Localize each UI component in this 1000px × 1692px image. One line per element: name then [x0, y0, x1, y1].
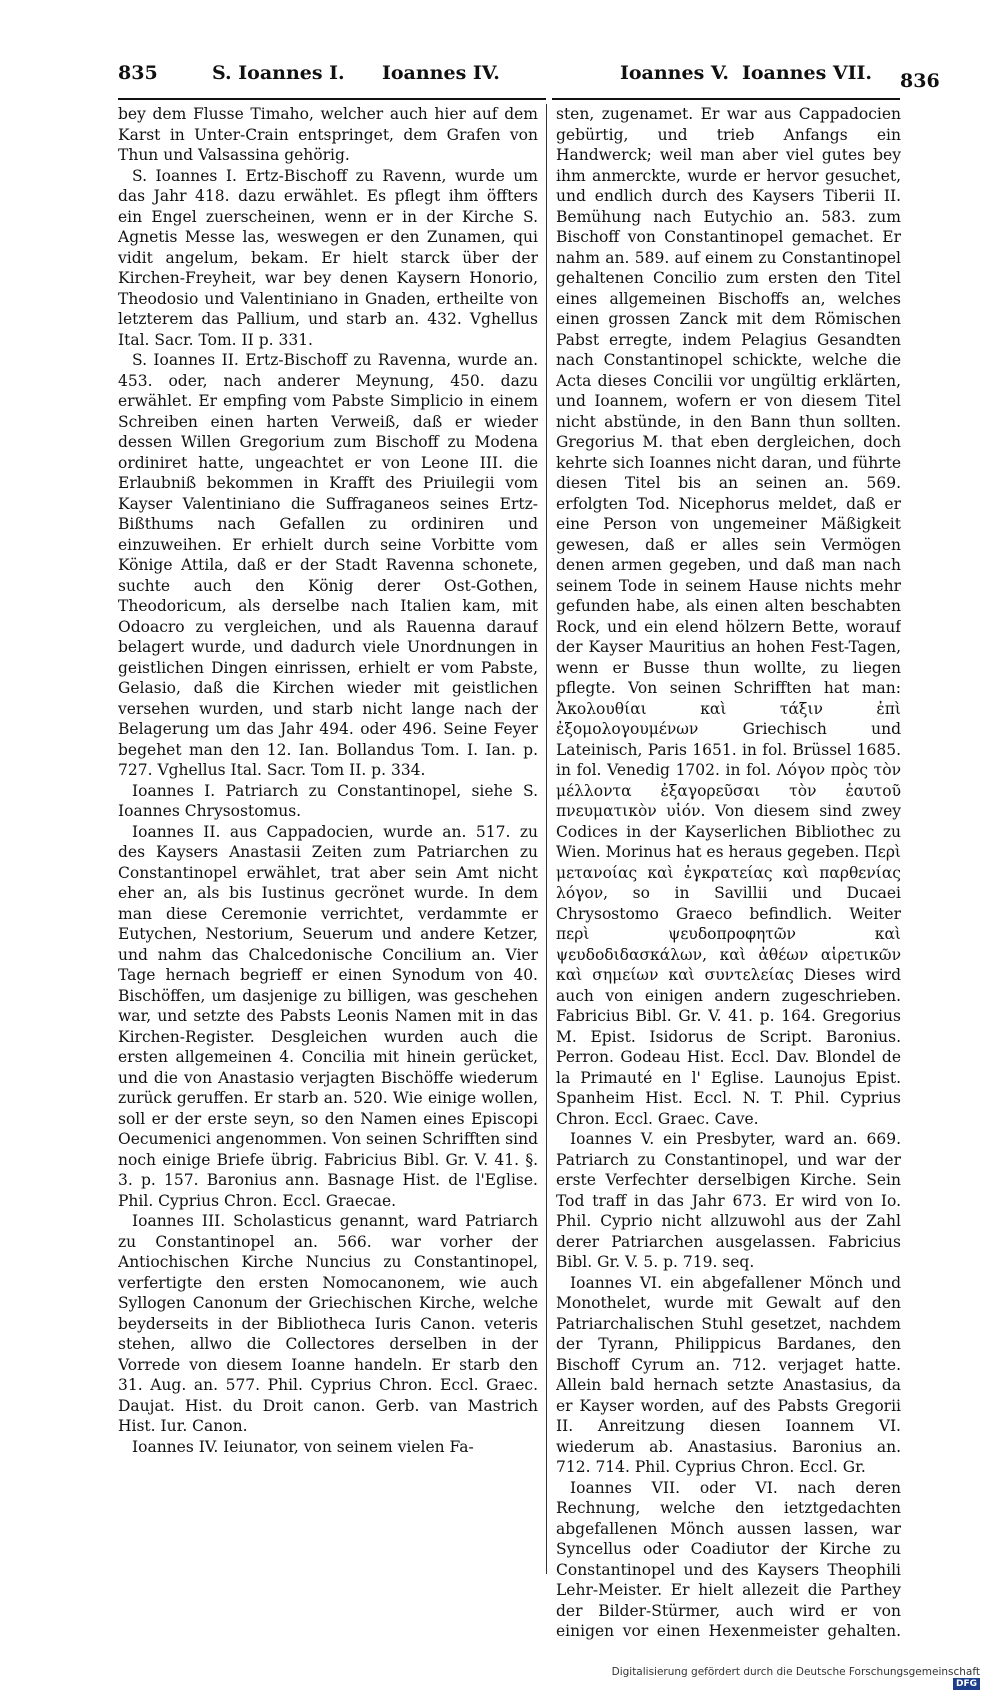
- paragraph: sten, zugenamet. Er war aus Cappadocien gebürtig, und trieb Anfangs ein Handwerck; weil man aber viel gutes bey ihm anmerckte, wurde er hervor gesuchet, und endlich durch des Kaysers Tiberii II. Bemühung nach Eutychio an. 583. zum Bischoff von Constantinopel gemachet. Er nahm an. 589. auf einem zu Constantinopel gehaltenen Concilio zum ersten den Titel eines allgemeinen Bischoffs an, welches einen grossen Zanck mit dem Römischen Pabst erregte, indem Pelagius Gesandten nach Constantinopel schickte, welche die Acta dieses Concilii vor ungültig erklärten, und Ioannem, wofern er von diesem Titel nicht abstünde, in den Bann thun sollten. Gregorius M. that eben dergleichen, doch kehrte sich Ioannes nicht daran, und führte diesen Titel bis an seinen an. 569. erfolgten Tod. Nicephorus meldet, daß er eine Person von ungemeiner Mäßigkeit gewesen, daß er alles sein Vermögen denen armen gegeben, und daß man nach seinem Tode in seinem Hause nichts mehr gefunden habe, als einen alten beschabten Rock, und ein elend hölzern Bette, worauf der Kayser Mauritius an hohen Fest-Tagen, wenn er Busse thun wollte, zu liegen pflegte. Von seinen Schrifften hat man: Ἀκολουθίαι καὶ τάξιν ἐπὶ ἐξομολογουμένων Griechisch und Lateinisch, Paris 1651. in fol. Brüssel 1685. in fol. Venedig 1702. in fol. Λόγον πρὸς τὸν μέλλοντα ἐξαγορεῦσαι τὸν ἑαυτοῦ πνευματικὸν υἱόν. Von diesem sind zwey Codices in der Kayserlichen Bibliothec zu Wien. Morinus hat es heraus gegeben. Περὶ μετανοίας καὶ ἐγκρατείας καὶ παρθενίας λόγον, so in Savillii und Ducaei Chrysostomo Graeco befindlich. Weiter περὶ ψευδοπροφητῶν καὶ ψευδοδιδασκάλων, καὶ ἀθέων αἱρετικῶν καὶ σημείων καὶ συντελείας Dieses wird auch von einigen andern zugeschrieben. Fabricius Bibl. Gr. V. 41. p. 164. Gregorius M. Epist. Isidorus de Script. Baronius. Perron. Godeau Hist. Eccl. Dav. Blondel de la Primauté en l' Eglise. Launojus Epist. Spanheim Hist. Eccl. N. T. Phil. Cyprius Chron. Eccl. Graec. Cave.: [556, 105, 901, 1128]
- paragraph: Ioannes VII. oder VI. nach deren Rechnung, welche den ietztgedachten abgefallenen Mönch aussen lassen, war Syncellus oder Coadiutor der Kirche zu Constantinopel und des Kaysers Theophili Lehr-Meister. Er hielt allezeit die Parthey der Bilder-Stürmer, auch wird er von einigen vor einen Hexenmeister gehalten.: [556, 1478, 901, 1640]
- paragraph: S. Ioannes II. Ertz-Bischoff zu Ravenna, wurde an. 453. oder, nach anderer Meynung, 450. dazu erwählet. Er empfing vom Pabste Simplicio in einem Schreiben einen harten Verweiß, daß er wieder dessen Willen Gregorium zum Bischoff zu Modena ordiniret hatte, ungeachtet er von Leone III. die Erlaubniß bekommen in Krafft des Priuilegii vom Kayser Valentiniano die Suffraganeos seines Ertz-Bißthums nach Gefallen zu ordiniren und einzuweihen. Er erhielt durch seine Vorbitte vom Könige Attila, daß er der Stadt Ravenna schonete, suchte auch den König derer Ost-Gothen, Theodoricum, als derselbe nach Italien kam, mit Odoacro zu vergleichen, und als Rauenna darauf belagert wurde, und dadurch viele Unordnungen in geistlichen Dingen einrissen, erhielt er vom Pabste, Gelasio, daß die Kirchen wieder mit geistlichen versehen wurden, und starb nicht lange nach der Belagerung um das Jahr 494. oder 496. Seine Feyer begehet man den 12. Ian. Bollandus Tom. I. Ian. p. 727. Vghellus Ital. Sacr. Tom II. p. 334.: [118, 351, 538, 779]
- footer-credit: Digitalisierung gefördert durch die Deutsche Forschungsgemeinschaft: [611, 1666, 980, 1678]
- paragraph: Ioannes VI. ein abgefallener Mönch und Monothelet, wurde mit Gewalt auf den Patriarchalischen Stuhl gesetzet, nachdem der Tyrann, Philippicus Bardanes, den Bischoff Cyrum an. 712. verjaget hatte. Allein bald hernach setzte Anastasius, da er Kayser worden, auf des Pabsts Gregorii II. Anreitzung diesen Ioannem VI. wiederum ab. Anastasius. Baronius an. 712. 714. Phil. Cyprius Chron. Eccl. Gr.: [556, 1273, 901, 1476]
- paragraph: Ioannes III. Scholasticus genannt, ward Patriarch zu Constantinopel an. 566. war vorher der Antiochischen Kirche Nuncius zu Constantinopel, verfertigte den ersten Nomocanonem, wie auch Syllogen Canonum der Griechischen Kirche, welche beyderseits in der Bibliotheca Iuris Canon. veteris stehen, allwo die Collectores derselben in der Vorrede von diesem Ioanne handeln. Er starb den 31. Aug. an. 577. Phil. Cyprius Chron. Eccl. Graec. Daujat. Hist. du Droit canon. Gerb. van Mastrich Hist. Iur. Canon.: [118, 1212, 538, 1435]
- paragraph: Ioannes I. Patriarch zu Constantinopel, siehe S. Ioannes Chrysostomus.: [118, 781, 538, 820]
- dfg-logo: DFG: [953, 1678, 980, 1690]
- left-running-title: S. Ioannes I.: [212, 62, 345, 84]
- left-page-number: 835: [118, 62, 158, 84]
- paragraph: bey dem Flusse Timaho, welcher auch hier auf dem Karst in Unter-Crain entspringet, dem Grafen von Thun und Valsassina gehörig.: [118, 105, 538, 164]
- paragraph: Ioannes V. ein Presbyter, ward an. 669. Patriarch zu Constantinopel, und war der erste Verfechter derselbigen Kirche. Sein Tod traff in das Jahr 673. Er wird von Io. Phil. Cyprio nicht allzuwohl aus der Zahl derer Patriarchen ausgelassen. Fabricius Bibl. Gr. V. 5. p. 719. seq.: [556, 1130, 901, 1271]
- column-divider: [546, 104, 547, 1574]
- left-text-column: [118, 104, 538, 1644]
- digitization-footer: [580, 1666, 980, 1690]
- right-running-title: Ioannes VII.: [742, 62, 873, 84]
- left-header-rule: [118, 98, 546, 100]
- right-text-column: [556, 104, 901, 1644]
- right-page-number: 836: [900, 70, 940, 92]
- right-header-rule: [552, 98, 900, 100]
- right-running-name: Ioannes V.: [620, 62, 729, 84]
- left-running-name: Ioannes IV.: [382, 62, 500, 84]
- paragraph: S. Ioannes I. Ertz-Bischoff zu Ravenn, wurde um das Jahr 418. dazu erwählet. Es pflegt ihm öffters ein Engel zuerscheinen, wenn er in der Kirche S. Agnetis Messe las, weswegen er den Zunamen, qui vidit angelum, bekam. Er hielt starck über der Kirchen-Freyheit, war bey denen Kaysern Honorio, Theodosio und Valentiniano in Gnaden, ertheilte von letzterem das Pallium, und starb an. 432. Vghellus Ital. Sacr. Tom. II p. 331.: [118, 166, 538, 349]
- paragraph: Ioannes IV. Ieiunator, von seinem vielen Fa-: [132, 1437, 474, 1456]
- paragraph: Ioannes II. aus Cappadocien, wurde an. 517. zu des Kaysers Anastasii Zeiten zum Patriarchen zu Constantinopel erwählet, trat aber sein Amt nicht eher an, als bis Iustinus gecrönet wurde. In dem man diese Ceremonie verrichtet, verdammte er Eutychen, Nestorium, Seuerum und andere Ketzer, und nahm das Chalcedonische Concilium an. Vier Tage hernach begrieff er einen Synodum von 40. Bischöffen, um dasjenige zu billigen, was geschehen war, und setzte des Pabsts Leonis Namen mit in das Kirchen-Register. Desgleichen wurden auch die ersten allgemeinen 4. Concilia mit hinein gerücket, und die von Anastasio verjagten Bischöffe wiederum zurück geruffen. Er starb an. 520. Wie einige wollen, soll er der erste seyn, so den Namen eines Episcopi Oecumenici angenommen. Von seinen Schrifften sind noch einige Briefe übrig. Fabricius Bibl. Gr. V. 41. §. 3. p. 157. Baronius ann. Basnage Hist. de l'Eglise. Phil. Cyprius Chron. Eccl. Graecae.: [118, 822, 538, 1210]
